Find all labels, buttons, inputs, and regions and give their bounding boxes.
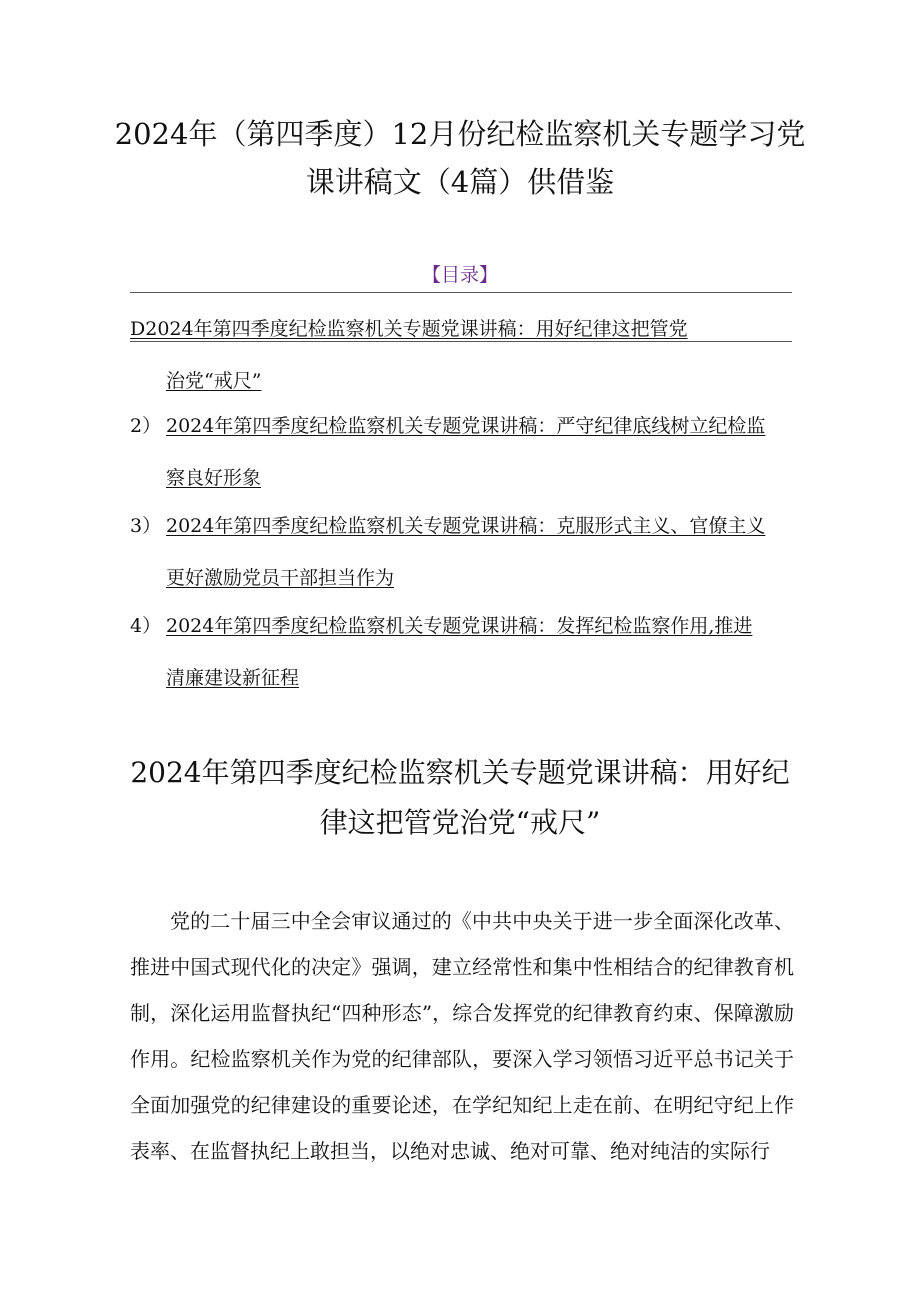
section-title-line-2: 律这把管党治党“戒尺” [319, 806, 601, 839]
toc-divider-top [130, 292, 792, 293]
toc-entry-1-line-1[interactable]: D2024年第四季度纪检监察机关专题党课讲稿：用好纪律这把管党 [130, 318, 688, 340]
toc-entry-4-number: 4） [130, 615, 162, 637]
toc-entry-4-line-1[interactable]: 2024年第四季度纪检监察机关专题党课讲稿：发挥纪检监察作用,推进 [166, 615, 753, 637]
section-title [110, 748, 810, 848]
toc-heading: 【目录】 [421, 264, 498, 286]
toc-entry-2-number: 2） [130, 415, 162, 437]
section-title-line-1: 2024年第四季度纪检监察机关专题党课讲稿：用好纪 [130, 756, 790, 789]
body-paragraph: 党的二十届三中全会审议通过的《中共中央关于进一步全面深化改革、推进中国式现代化的决定》强调，建立经常性和集中性相结合的纪律教育机制，深化运用监督执纪“四种形态”，综合发挥党的纪律教育约束、保障激励作用。纪检监察机关作为党的纪律部队，要深入学习领悟习近平总书记关于全面加强党的纪律建设的重要论述，在学纪知纪上走在前、在明纪守纪上作表率、在监督执纪上敢担当，以绝对忠诚、绝对可靠、绝对纯洁的实际行 [130, 909, 794, 1163]
toc-entry-2-line-1[interactable]: 2024年第四季度纪检监察机关专题党课讲稿：严守纪律底线树立纪检监 [166, 415, 766, 437]
title-line-2: 课讲稿文（4篇）供借鉴 [305, 165, 615, 199]
toc-entry-4-line-2[interactable]: 清廉建设新征程 [166, 667, 300, 689]
toc-entry-1-line-2[interactable]: 治党“戒尺” [166, 370, 262, 392]
toc-entry-2-line-2[interactable]: 察良好形象 [166, 467, 262, 489]
document-title [110, 110, 810, 206]
title-line-1: 2024年（第四季度）12月份纪检监察机关专题学习党 [114, 117, 806, 151]
toc-divider-bottom [130, 341, 792, 342]
toc-entry-3-number: 3） [130, 515, 162, 537]
toc-entry-3-line-2[interactable]: 更好激励党员干部担当作为 [166, 567, 395, 589]
toc-entry-3-line-1[interactable]: 2024年第四季度纪检监察机关专题党课讲稿：克服形式主义、官僚主义 [166, 515, 766, 537]
